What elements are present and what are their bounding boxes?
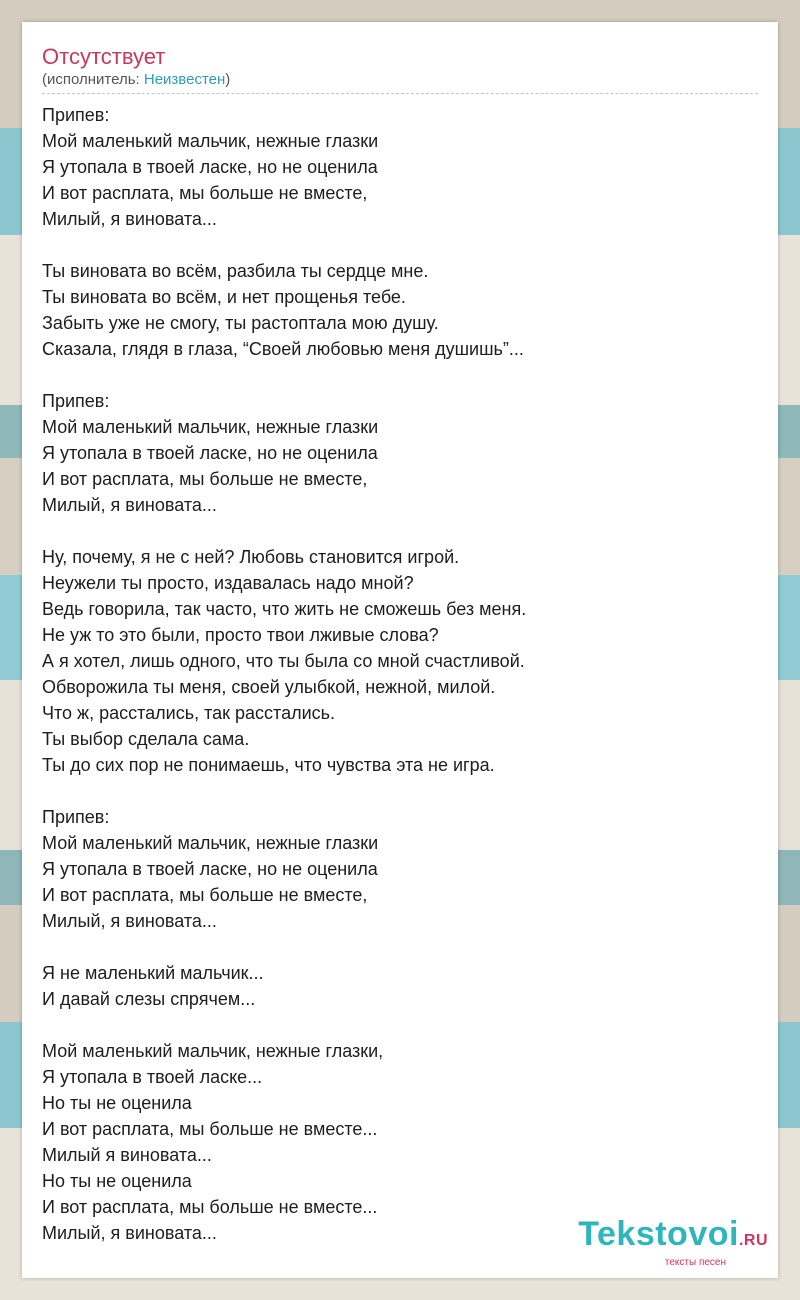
- lyric-line: Я утопала в твоей ласке...: [42, 1067, 263, 1087]
- logo-tld: .RU: [738, 1232, 768, 1249]
- stanza-gap: [42, 778, 758, 804]
- lyric-line: Милый, я виновата...: [42, 495, 217, 515]
- stanza: [42, 960, 758, 1012]
- logo-wordmark: [578, 1217, 768, 1258]
- lyric-line: Сказала, глядя в глаза, “Своей любовью меня душишь”...: [42, 339, 524, 359]
- performer-link[interactable]: Неизвестен: [143, 71, 226, 88]
- lyric-line: Ведь говорила, так часто, что жить не сможешь без меня.: [42, 599, 527, 619]
- lyric-line: Ты выбор сделала сама.: [42, 729, 250, 749]
- lyric-line: Забыть уже не смогу, ты растоптала мою душу.: [42, 313, 439, 333]
- lyric-line: Милый я виновата...: [42, 1145, 212, 1165]
- performer-suffix: ): [225, 71, 231, 88]
- lyric-line: Припев:: [42, 391, 110, 411]
- lyric-line: Неужели ты просто, издавалась надо мной?: [42, 573, 414, 593]
- stanza: [42, 804, 758, 934]
- logo-name: Tekstovoi: [578, 1215, 739, 1253]
- lyrics-body: [42, 102, 758, 1246]
- lyric-line: Я утопала в твоей ласке, но не оценила: [42, 157, 378, 177]
- lyric-line: Я не маленький мальчик...: [42, 963, 264, 983]
- lyric-line: И вот расплата, мы больше не вместе...: [42, 1197, 378, 1217]
- lyric-line: Не уж то это были, просто твои лживые слова?: [42, 625, 439, 645]
- lyric-line: А я хотел, лишь одного, что ты была со мной счастливой.: [42, 651, 525, 671]
- lyric-line: Но ты не оценила: [42, 1171, 192, 1191]
- lyric-line: Обворожила ты меня, своей улыбкой, нежной, милой.: [42, 677, 496, 697]
- logo-tagline: тексты песен: [664, 1257, 726, 1268]
- stanza-gap: [42, 1012, 758, 1038]
- stanza-gap: [42, 232, 758, 258]
- stanza: [42, 102, 758, 232]
- lyric-line: И вот расплата, мы больше не вместе,: [42, 183, 368, 203]
- lyric-line: Припев:: [42, 105, 110, 125]
- lyric-line: Ты виновата во всём, и нет прощенья тебе.: [42, 287, 406, 307]
- lyric-line: Ну, почему, я не с ней? Любовь становится игрой.: [42, 547, 460, 567]
- song-title: Отсутствует: [42, 44, 166, 69]
- lyric-line: Милый, я виновата...: [42, 1223, 217, 1243]
- lyric-line: И вот расплата, мы больше не вместе...: [42, 1119, 378, 1139]
- lyric-line: И вот расплата, мы больше не вместе,: [42, 469, 368, 489]
- site-logo[interactable]: [578, 1217, 768, 1268]
- lyric-line: Но ты не оценила: [42, 1093, 192, 1113]
- lyric-line: И давай слезы спрячем...: [42, 989, 256, 1009]
- stanza-gap: [42, 934, 758, 960]
- lyric-line: Ты до сих пор не понимаешь, что чувства эта не игра.: [42, 755, 495, 775]
- lyric-line: Припев:: [42, 807, 110, 827]
- lyric-line: Мой маленький мальчик, нежные глазки: [42, 131, 379, 151]
- stanza: [42, 388, 758, 518]
- lyrics-card: [22, 22, 778, 1278]
- lyric-line: Я утопала в твоей ласке, но не оценила: [42, 859, 378, 879]
- stanza: [42, 544, 758, 778]
- performer-prefix: (исполнитель:: [42, 71, 144, 88]
- lyric-line: Я утопала в твоей ласке, но не оценила: [42, 443, 378, 463]
- lyric-line: Мой маленький мальчик, нежные глазки: [42, 417, 379, 437]
- stanza: [42, 258, 758, 362]
- stanza-gap: [42, 362, 758, 388]
- lyric-line: Мой маленький мальчик, нежные глазки: [42, 833, 379, 853]
- lyric-line: И вот расплата, мы больше не вместе,: [42, 885, 368, 905]
- performer-line: [42, 70, 758, 90]
- lyric-line: Ты виновата во всём, разбила ты сердце мне.: [42, 261, 429, 281]
- lyric-line: Милый, я виновата...: [42, 209, 217, 229]
- stanza-gap: [42, 518, 758, 544]
- lyric-line: Что ж, расстались, так расстались.: [42, 703, 336, 723]
- lyric-line: Мой маленький мальчик, нежные глазки,: [42, 1041, 384, 1061]
- song-header: [42, 44, 758, 94]
- lyric-line: Милый, я виновата...: [42, 911, 217, 931]
